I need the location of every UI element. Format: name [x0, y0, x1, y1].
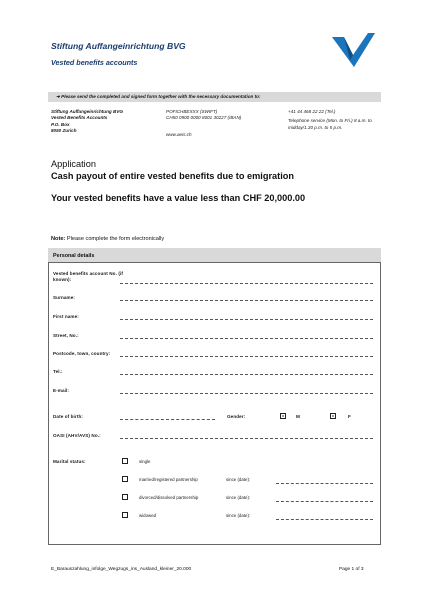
divorced-checkbox[interactable]	[122, 494, 128, 500]
arrow-right-icon: ➜	[56, 93, 60, 99]
application-title: Application	[51, 159, 96, 169]
tel-field[interactable]	[120, 374, 373, 375]
page-number: Page 1 of 3	[339, 567, 364, 572]
iban: CH50 0900 0000 8001 30227 (IBAN)	[166, 115, 242, 121]
address-line: Vested Benefits Accounts	[51, 115, 108, 121]
gender-m-label: M	[296, 414, 300, 419]
first-name-field[interactable]	[120, 319, 373, 320]
notice-text	[56, 94, 261, 100]
first-name-label: First name:	[53, 314, 79, 319]
widowed-since-field[interactable]	[276, 519, 373, 520]
phone-number: +41 44 468 22 22 (Tel.)	[288, 109, 336, 114]
married-since-field[interactable]	[276, 483, 373, 484]
section-header	[48, 248, 381, 263]
org-subtitle: Vested benefits accounts	[51, 58, 138, 67]
postcode-label: Postcode, town, country:	[53, 351, 111, 356]
married-label: married/registered partnership	[139, 477, 198, 482]
bank-details	[166, 109, 241, 122]
address-line: P.O. Box	[51, 121, 70, 127]
application-purpose: Cash payout of entire vested benefits due to emigration	[51, 171, 294, 181]
widowed-label: widowed	[139, 513, 157, 518]
divorced-since-label: since (date):	[226, 495, 251, 500]
section-title: Personal details	[53, 252, 95, 259]
gender-m-checkbox[interactable]	[280, 413, 286, 419]
account-no-field[interactable]	[120, 283, 373, 284]
postal-address	[51, 109, 123, 135]
notice-message: Please send the completed and signed form together with the necessary documentation to:	[61, 93, 261, 99]
form-note	[51, 236, 164, 242]
gender-f-label: F	[348, 414, 351, 419]
note-label: Note:	[51, 236, 66, 242]
application-condition: Your vested benefits have a value less than CHF 20,000.00	[51, 193, 306, 203]
tel-label: Tel.:	[53, 369, 63, 374]
married-checkbox[interactable]	[122, 476, 128, 482]
surname-label: Surname:	[53, 295, 75, 300]
divorced-since-field[interactable]	[276, 501, 373, 502]
street-label: Street, No.:	[53, 333, 79, 338]
footer-filename: E_Barauszahlung_infolge_Wegzugs_ins_Ausland_kleiner_20.000	[51, 567, 192, 572]
divorced-label: divorced/dissolved partnership	[139, 495, 199, 500]
oasi-field[interactable]	[120, 438, 373, 439]
street-field[interactable]	[120, 338, 373, 339]
address-line: 8050 Zurich	[51, 128, 77, 134]
gender-f-checkbox[interactable]	[330, 413, 336, 419]
address-line: Stiftung Auffangeinrichtung BVG	[51, 109, 123, 114]
widowed-since-label: since (date):	[226, 513, 251, 518]
email-label: E-mail:	[53, 388, 70, 393]
website: www.aeis.ch	[166, 132, 192, 137]
single-label: single	[139, 459, 151, 464]
surname-field[interactable]	[120, 300, 373, 301]
swift-code: POFICHBEXXX (SWIFT)	[166, 109, 218, 114]
oasi-label: OASI (AHV/AVS) No.:	[53, 433, 101, 438]
org-name: Stiftung Auffangeinrichtung BVG	[51, 41, 186, 51]
dob-label: Date of birth:	[53, 414, 83, 419]
email-field[interactable]	[120, 393, 373, 394]
v-checkmark-logo	[330, 31, 376, 69]
single-checkbox[interactable]	[122, 458, 128, 464]
widowed-checkbox[interactable]	[122, 512, 128, 518]
account-no-label: Vested benefits account No. (if known):	[53, 271, 123, 282]
postcode-field[interactable]	[120, 356, 373, 357]
note-text: Please complete the form electronically	[66, 236, 165, 242]
gender-label: Gender:	[227, 414, 246, 419]
contact-info	[288, 109, 384, 132]
dob-field[interactable]	[120, 419, 215, 420]
married-since-label: since (date):	[226, 477, 251, 482]
service-hours: Telephone service (Mon. to Fri.) 8 a.m. to midday/1.30 p.m. to 5 p.m.	[288, 118, 372, 130]
marital-status-label: Marital status:	[53, 459, 86, 464]
